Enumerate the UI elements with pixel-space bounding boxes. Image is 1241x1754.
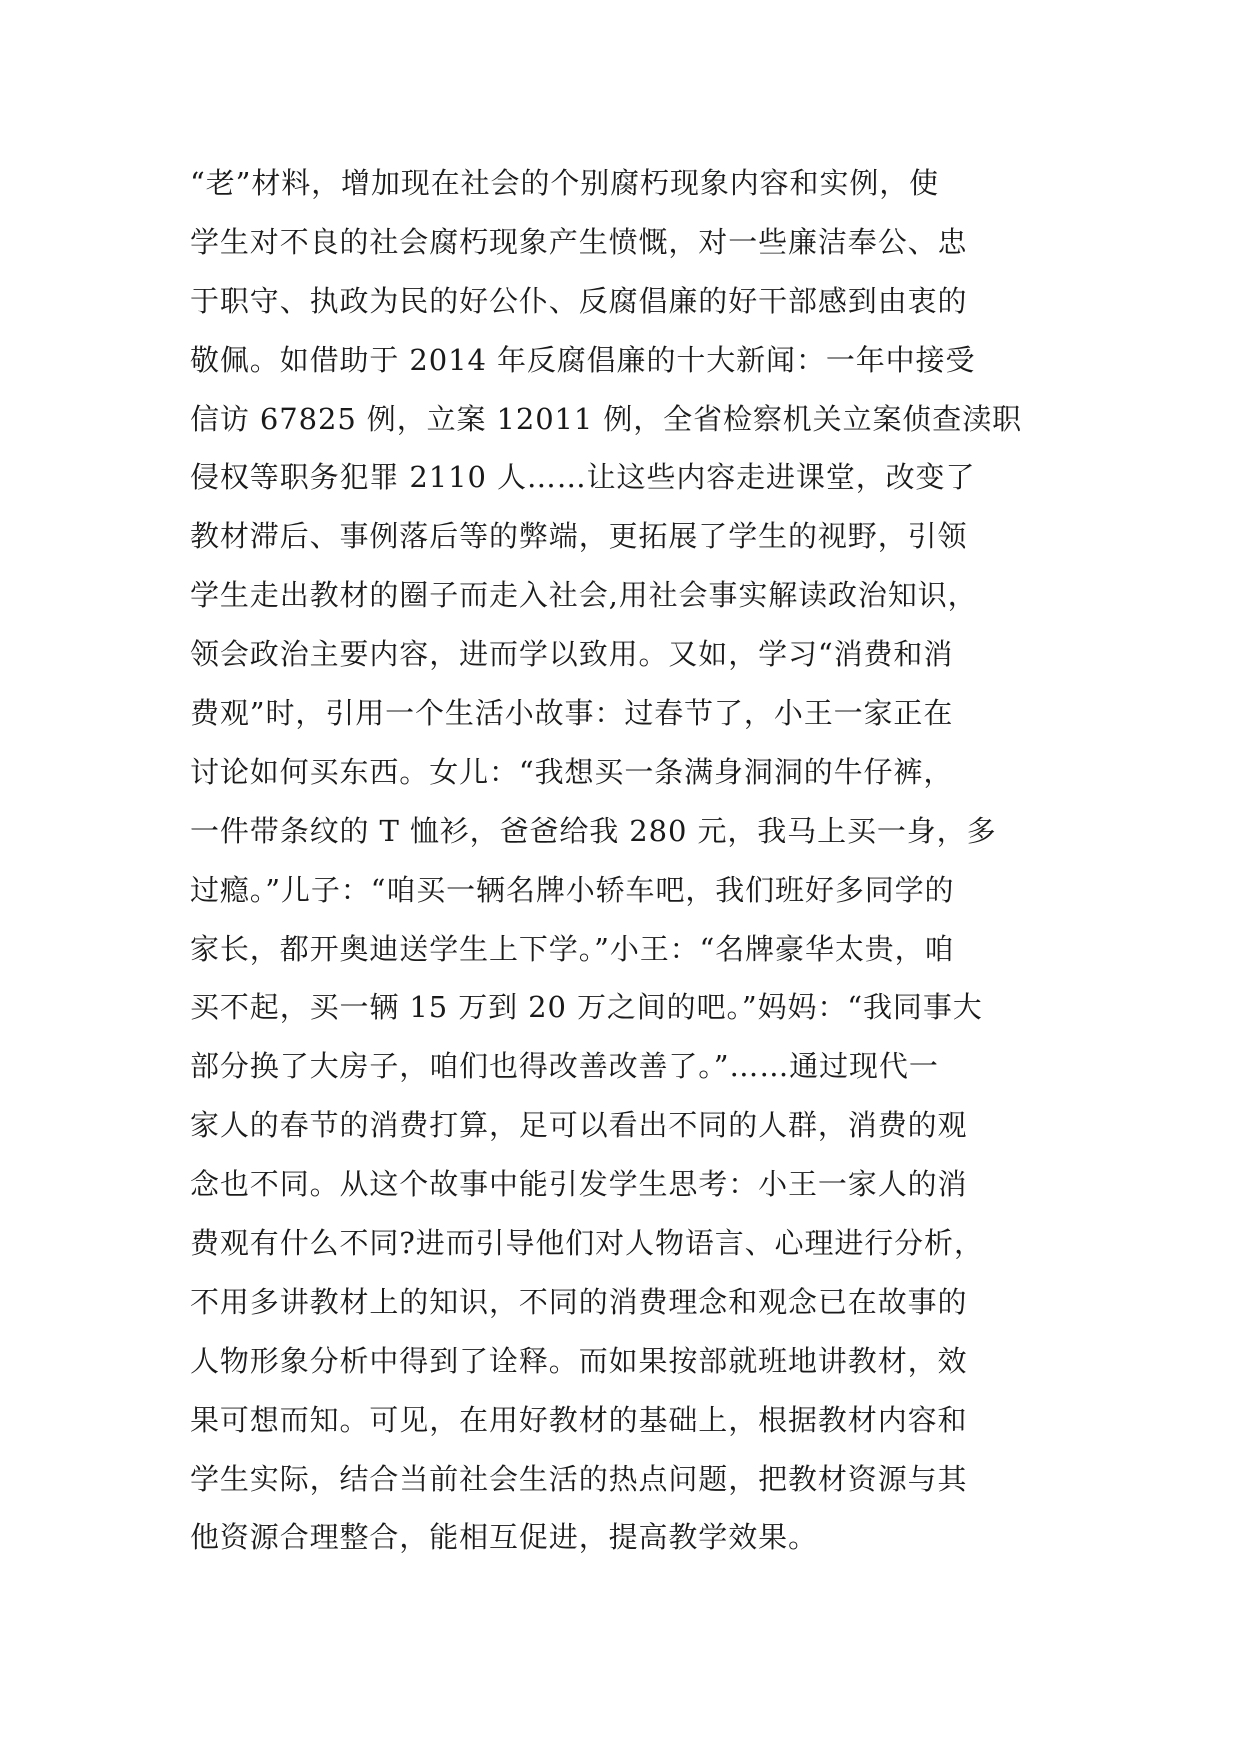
text-line: 念也不同。从这个故事中能引发学生思考：小王一家人的消 bbox=[190, 1167, 968, 1202]
body-paragraph bbox=[190, 154, 1060, 1567]
text-line: 不用多讲教材上的知识，不同的消费理念和观念已在故事的 bbox=[190, 1284, 968, 1319]
text-line: 侵权等职务犯罪 2110 人……让这些内容走进课堂，改变了 bbox=[190, 460, 976, 495]
text-line: 费观”时，引用一个生活小故事：过春节了，小王一家正在 bbox=[190, 696, 954, 731]
text-line: 敬佩。如借助于 2014 年反腐倡廉的十大新闻：一年中接受 bbox=[190, 342, 976, 377]
text-line: 学生对不良的社会腐朽现象产生愤慨，对一些廉洁奉公、忠 bbox=[190, 224, 968, 259]
text-line: 讨论如何买东西。女儿：“我想买一条满身洞洞的牛仔裤， bbox=[190, 754, 954, 789]
text-line: 买不起，买一辆 15 万到 20 万之间的吧。”妈妈：“我同事大 bbox=[190, 990, 983, 1025]
text-line: 信访 67825 例，立案 12011 例，全省检察机关立案侦查渎职 bbox=[190, 401, 1022, 436]
text-line: “老”材料，增加现在社会的个别腐朽现象内容和实例，使 bbox=[190, 166, 940, 200]
text-line: 果可想而知。可见，在用好教材的基础上，根据教材内容和 bbox=[190, 1402, 968, 1437]
text-line: 费观有什么不同?进而引导他们对人物语言、心理进行分析， bbox=[190, 1226, 984, 1261]
text-line: 领会政治主要内容，进而学以致用。又如，学习“消费和消 bbox=[190, 637, 954, 672]
text-line: 家人的春节的消费打算，足可以看出不同的人群，消费的观 bbox=[190, 1108, 968, 1143]
text-line: 学生走出教材的圈子而走入社会,用社会事实解读政治知识， bbox=[190, 578, 978, 613]
text-line: 一件带条纹的 T 恤衫，爸爸给我 280 元，我马上买一身，多 bbox=[190, 813, 997, 848]
text-line: 过瘾。”儿子：“咱买一辆名牌小轿车吧，我们班好多同学的 bbox=[190, 872, 955, 907]
text-line: 于职守、执政为民的好公仆、反腐倡廉的好干部感到由衷的 bbox=[190, 283, 968, 318]
text-line: 家长，都开奥迪送学生上下学。”小王：“名牌豪华太贵，咱 bbox=[190, 931, 955, 966]
text-line: 部分换了大房子，咱们也得改善改善了。”……通过现代一 bbox=[190, 1049, 939, 1084]
text-line: 学生实际，结合当前社会生活的热点问题，把教材资源与其 bbox=[190, 1461, 968, 1496]
text-line: 人物形象分析中得到了诠释。而如果按部就班地讲教材，效 bbox=[190, 1343, 968, 1378]
text-line: 教材滞后、事例落后等的弊端，更拓展了学生的视野，引领 bbox=[190, 519, 968, 554]
text-line: 他资源合理整合，能相互促进，提高教学效果。 bbox=[190, 1520, 818, 1555]
